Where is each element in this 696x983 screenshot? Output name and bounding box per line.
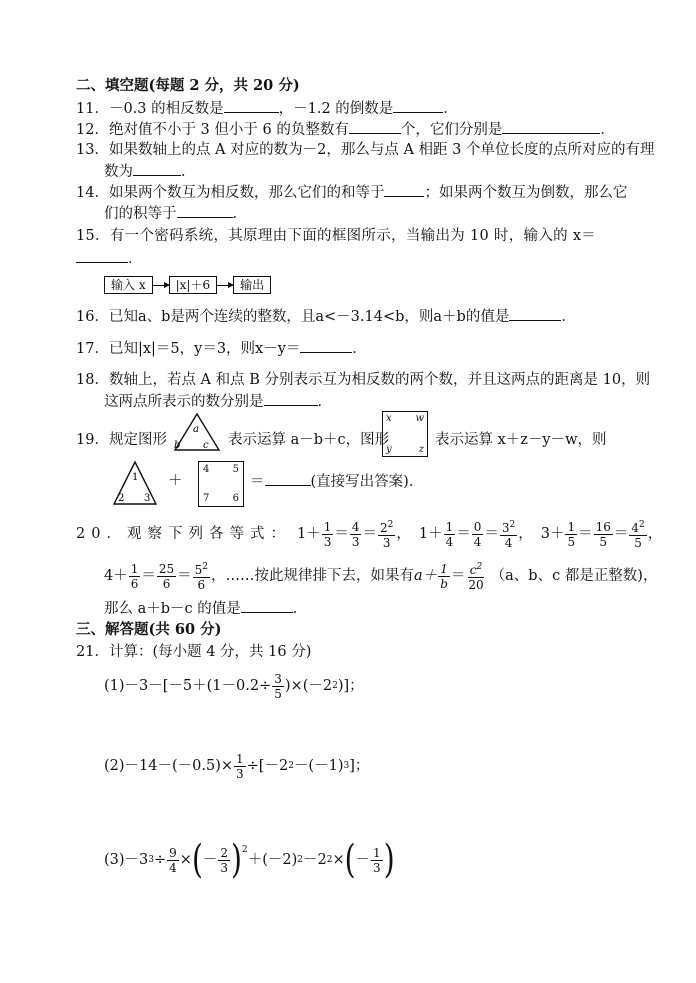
question-15-line-1: 15．有一个密码系统，其原理由下面的框图所示，当输出为 10 时，输入的 x＝: [76, 228, 597, 244]
cipher-flowchart: [104, 274, 271, 296]
q21-p3-text-d: ＋(－2): [247, 852, 298, 868]
square-number-br: 6: [232, 493, 239, 504]
fraction: $\frac{1}{4}$: [445, 519, 454, 549]
answer-blank[interactable]: [241, 598, 293, 613]
flow-input-box: 输入 x: [104, 276, 153, 294]
exponent: 3: [343, 761, 350, 771]
minus-sign: －: [202, 852, 218, 868]
fraction: $\frac{25}{6}$: [158, 561, 175, 591]
q11-text-c: ．: [443, 101, 458, 117]
question-20-line-1: [76, 516, 662, 552]
exponent: 3: [148, 855, 154, 865]
question-13-line-1: 13．如果数轴上的点 A 对应的数为－2，那么与点 A 相距 3 个单位长度的点所对应的有理: [76, 142, 655, 158]
q20-eq2-int: 1＋: [418, 526, 443, 542]
flow-output-box: 输出: [233, 276, 271, 294]
q14-text-d: ．: [232, 206, 247, 222]
q14-text-c: 们的积等于: [104, 206, 177, 222]
fraction: $\frac{3}{5}$: [274, 671, 282, 701]
equals-sign: ＝: [141, 568, 156, 584]
triangle-number-left: 2: [118, 493, 125, 504]
q21-part-1: [104, 664, 364, 708]
q21-p1-text-c: )]；: [337, 678, 364, 694]
exponent: 2: [241, 845, 248, 855]
q20-eq1-int: 1＋: [296, 526, 321, 542]
q20-eq3-int: 3＋: [540, 526, 565, 542]
left-paren: (: [191, 836, 203, 883]
flow-operation-box: |x|＋6: [169, 276, 218, 294]
q20-general-a: a＋: [414, 568, 438, 584]
times-sign: ×: [179, 852, 192, 868]
answer-blank[interactable]: [300, 338, 352, 353]
section-title-answer: 三、解答题(共 60 分): [76, 621, 222, 638]
triangle-label-left: b: [174, 440, 181, 451]
q21-p2-text-e: ]；: [349, 758, 370, 774]
question-14-line-1: [76, 182, 627, 203]
equals-sign: ＝: [334, 526, 349, 542]
q20-line3-end: ．: [292, 601, 308, 617]
q19-tail: (直接写出答案)．: [310, 474, 424, 490]
fraction: $\frac{2}{3}$: [220, 845, 229, 875]
answer-blank[interactable]: [509, 306, 561, 321]
arrow-right-icon: [153, 285, 169, 286]
q21-p1-text-a: (1)－3－[－5＋(1－0.2÷: [104, 678, 272, 694]
q13-text-c: ．: [181, 164, 196, 180]
exponent: 2: [288, 761, 294, 771]
equals-sign: ＝: [456, 526, 471, 542]
question-12: [76, 119, 615, 140]
equals-sign: ＝: [613, 526, 629, 542]
q21-p3-text-e: －2: [302, 852, 327, 868]
fraction: $\frac{1}{3}$: [323, 519, 332, 549]
answer-blank[interactable]: [133, 161, 181, 176]
answer-blank[interactable]: [177, 203, 233, 218]
square-label-tr: w: [415, 413, 424, 424]
right-paren: ): [383, 836, 395, 883]
triangle-definition-figure: [172, 412, 222, 452]
q21-p2-text-c: －(－1): [293, 758, 344, 774]
fraction: $\frac{3^2}{4}$: [501, 520, 516, 550]
q12-text-c: ．: [600, 122, 615, 138]
q18-text-b: 这两点所表示的数分别是: [104, 394, 264, 410]
q20-middle-text: ……按此规律排下去，如果有: [225, 568, 415, 584]
answer-blank[interactable]: [349, 119, 401, 134]
fraction: $\frac{0}{4}$: [473, 519, 482, 549]
square-number-tl: 4: [203, 464, 210, 475]
q19-text-a: 19．规定图形: [76, 432, 167, 448]
exponent: 2: [297, 855, 303, 865]
q21-part-2: [104, 744, 369, 788]
equals-sign: ＝: [362, 526, 377, 542]
fraction: $\frac{16}{5}$: [595, 519, 611, 549]
square-label-bl: y: [386, 444, 392, 455]
q19-text-b: 表示运算 a－b＋c，图形: [228, 432, 390, 448]
triangle-number-right: 3: [144, 493, 151, 504]
q19-answer-line: [250, 471, 423, 492]
answer-blank[interactable]: [265, 471, 311, 486]
answer-blank[interactable]: [502, 119, 600, 134]
equals-sign: ＝: [250, 474, 265, 490]
fraction: $\frac{4^2}{5}$: [631, 520, 645, 550]
triangle-label-top: a: [193, 424, 199, 435]
right-paren: ): [231, 836, 242, 883]
q21-p2-text-a: (2)－14－(－0.5)×: [104, 758, 234, 774]
square-number-bl: 7: [203, 493, 210, 504]
question-15-line-2: [76, 248, 143, 269]
section-title-fill-in: 二、填空题(每题 2 分，共 20 分): [76, 77, 300, 94]
q12-text-a: 12．绝对值不小于 3 但小于 6 的负整数有: [76, 122, 349, 138]
equals-sign: ＝: [484, 526, 499, 542]
times-sign: ×: [332, 852, 345, 868]
q16-text-a: 16．已知a、b是两个连续的整数，且a<－3.14<b，则a＋b的值是: [76, 309, 510, 325]
q11-text-b: ，－1.2 的倒数是: [278, 101, 394, 117]
minus-sign: －: [355, 852, 371, 868]
separator: ，: [396, 526, 411, 542]
answer-blank[interactable]: [76, 248, 128, 263]
equals-sign: ＝: [177, 568, 192, 584]
q13-text-b: 数为: [104, 164, 133, 180]
fraction: $\frac{c^2}{20}$: [468, 562, 484, 592]
equals-sign: ＝: [578, 526, 593, 542]
separator: ，: [211, 568, 226, 584]
square-number-tr: 5: [232, 464, 239, 475]
question-18-line-1: 18．数轴上，若点 A 和点 B 分别表示互为相反数的两个数，并且这两点的距离是 10，则: [76, 372, 651, 388]
divide-sign: ÷: [154, 852, 167, 868]
answer-blank[interactable]: [384, 182, 424, 197]
triangle-label-right: c: [203, 440, 209, 451]
fraction: $\frac{1}{3}$: [236, 751, 244, 781]
fraction: $\frac{4}{3}$: [351, 519, 360, 549]
q21-p3-text-a: (3)－3: [104, 852, 149, 868]
square-label-tl: x: [386, 413, 392, 424]
q14-text-a: 14．如果两个数互为相反数，那么它们的和等于: [76, 185, 385, 201]
question-18-line-2: [104, 391, 332, 412]
question-21-title: 21．计算：(每小题 4 分，共 16 分): [76, 644, 312, 660]
square-number-figure: [198, 461, 244, 507]
q21-p2-text-b: ÷[－2: [246, 758, 289, 774]
left-paren: (: [344, 836, 356, 883]
fraction: $\frac{2^2}{3}$: [379, 520, 394, 550]
question-13-line-2: [104, 161, 196, 182]
arrow-right-icon: [217, 285, 233, 286]
question-20-line-3: [104, 598, 307, 619]
question-16: [76, 306, 576, 327]
fraction: $\frac{9}{4}$: [169, 845, 177, 875]
fraction: $\frac{1}{5}$: [567, 519, 576, 549]
exponent: 2: [332, 681, 338, 691]
q12-text-b: 个，它们分别是: [400, 122, 503, 138]
q20-tail: （a、b、c 都是正整数)，: [490, 568, 658, 584]
square-label-br: z: [418, 444, 424, 455]
q17-text-b: ．: [352, 341, 367, 357]
fraction: $\frac{1}{6}$: [130, 561, 139, 591]
answer-blank[interactable]: [264, 391, 318, 406]
triangle-number-figure: [112, 460, 158, 506]
q16-text-b: ．: [561, 309, 576, 325]
fraction: $\frac{5^2}{6}$: [194, 562, 209, 592]
answer-blank[interactable]: [224, 98, 279, 113]
q21-p1-text-b: )×(－2: [284, 678, 333, 694]
question-17: [76, 338, 367, 359]
fraction: $\frac{1}{3}$: [373, 845, 381, 875]
separator: ，: [647, 526, 663, 542]
triangle-number-top: 1: [132, 472, 139, 483]
separator: ，: [518, 526, 533, 542]
plus-sign: ＋: [168, 473, 183, 489]
q19-text-c: 表示运算 x＋z－y－w，则: [435, 432, 607, 448]
q14-text-b: ；如果两个数互为倒数，那么它: [424, 185, 628, 201]
q20-lead: 20．观察下列各等式：: [76, 526, 291, 542]
q18-text-c: ．: [317, 394, 332, 410]
square-definition-figure: [382, 411, 428, 457]
q20-line3-text: 那么 a＋b－c 的值是: [104, 601, 241, 617]
question-20-line-2: [104, 558, 657, 594]
equals-sign: ＝: [450, 568, 466, 584]
q17-text-a: 17．已知|x|＝5，y＝3，则x－y＝: [76, 341, 301, 357]
q21-part-3: [104, 836, 395, 884]
answer-blank[interactable]: [393, 98, 443, 113]
q11-text-a: 11．－0.3 的相反数是: [76, 101, 224, 117]
fraction: $\frac{1}{b}$: [440, 561, 448, 591]
exponent: 2: [326, 855, 333, 865]
question-11: [76, 98, 458, 119]
question-14-line-2: [104, 203, 247, 224]
q20-eq4-int: 4＋: [104, 568, 128, 584]
q15-text-b: ．: [128, 251, 143, 267]
